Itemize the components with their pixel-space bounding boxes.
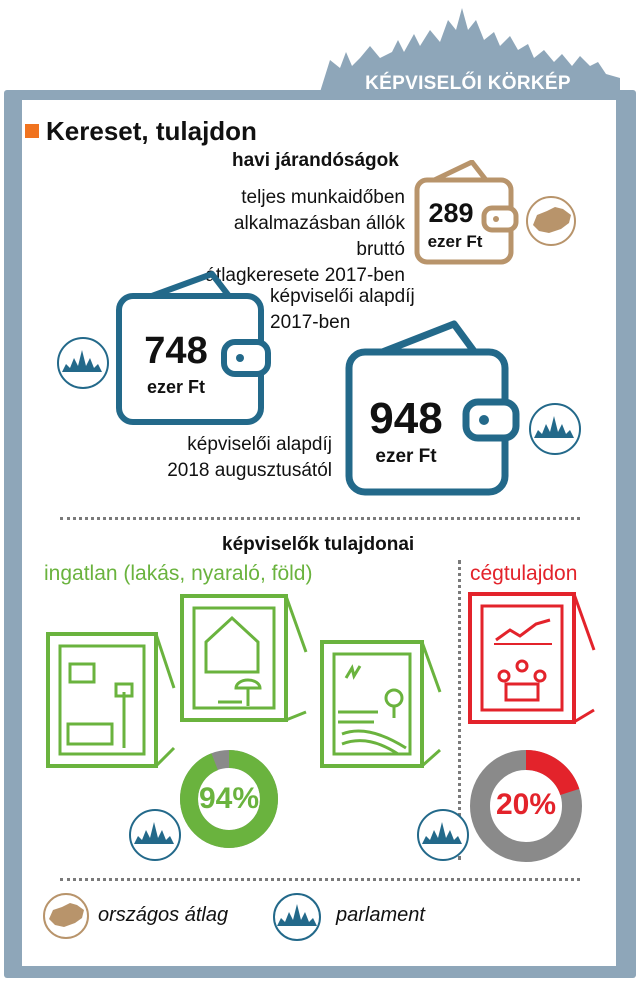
real-estate-percent: 94% xyxy=(198,782,260,815)
parliament-icon xyxy=(56,336,110,390)
company-label: cégtulajdon xyxy=(470,562,578,585)
picture-frame-icon xyxy=(178,592,314,726)
section-bullet xyxy=(25,124,39,138)
header-label: KÉPVISELŐI KÖRKÉP xyxy=(365,73,571,94)
parliament-icon xyxy=(528,402,582,456)
picture-frame-icon xyxy=(318,638,446,778)
national-unit: ezer Ft xyxy=(427,232,483,251)
section-title: Kereset, tulajdon xyxy=(46,116,257,146)
hungary-map-icon xyxy=(42,892,90,940)
income-heading: havi járandóságok xyxy=(232,150,399,171)
divider xyxy=(60,878,580,881)
company-percent: 20% xyxy=(495,788,557,821)
mp2018-value: 948 xyxy=(369,394,443,443)
mp2018-unit: ezer Ft xyxy=(375,446,437,467)
mp2017-value: 748 xyxy=(144,330,208,372)
national-caption: teljes munkaidőben alkalmazásban állók bruttó átlagkeresete 2017-ben xyxy=(205,187,405,286)
parliament-icon xyxy=(128,808,182,862)
mp2017-caption: képviselői alapdíj 2017-ben xyxy=(270,286,415,333)
parliament-icon xyxy=(416,808,470,862)
legend-parliament: parlament xyxy=(336,904,425,926)
picture-frame-icon xyxy=(466,590,602,730)
national-value: 289 xyxy=(428,198,474,228)
real-estate-label: ingatlan (lakás, nyaraló, föld) xyxy=(44,562,313,585)
property-heading: képviselők tulajdonai xyxy=(222,534,415,555)
parliament-icon xyxy=(272,892,322,942)
hungary-map-icon xyxy=(525,195,577,247)
mp2017-unit: ezer Ft xyxy=(146,377,206,397)
legend-national: országos átlag xyxy=(98,904,229,926)
picture-frame-icon xyxy=(40,628,180,780)
divider xyxy=(60,517,580,520)
mp2018-caption: képviselői alapdíj 2018 augusztusától xyxy=(167,434,332,481)
